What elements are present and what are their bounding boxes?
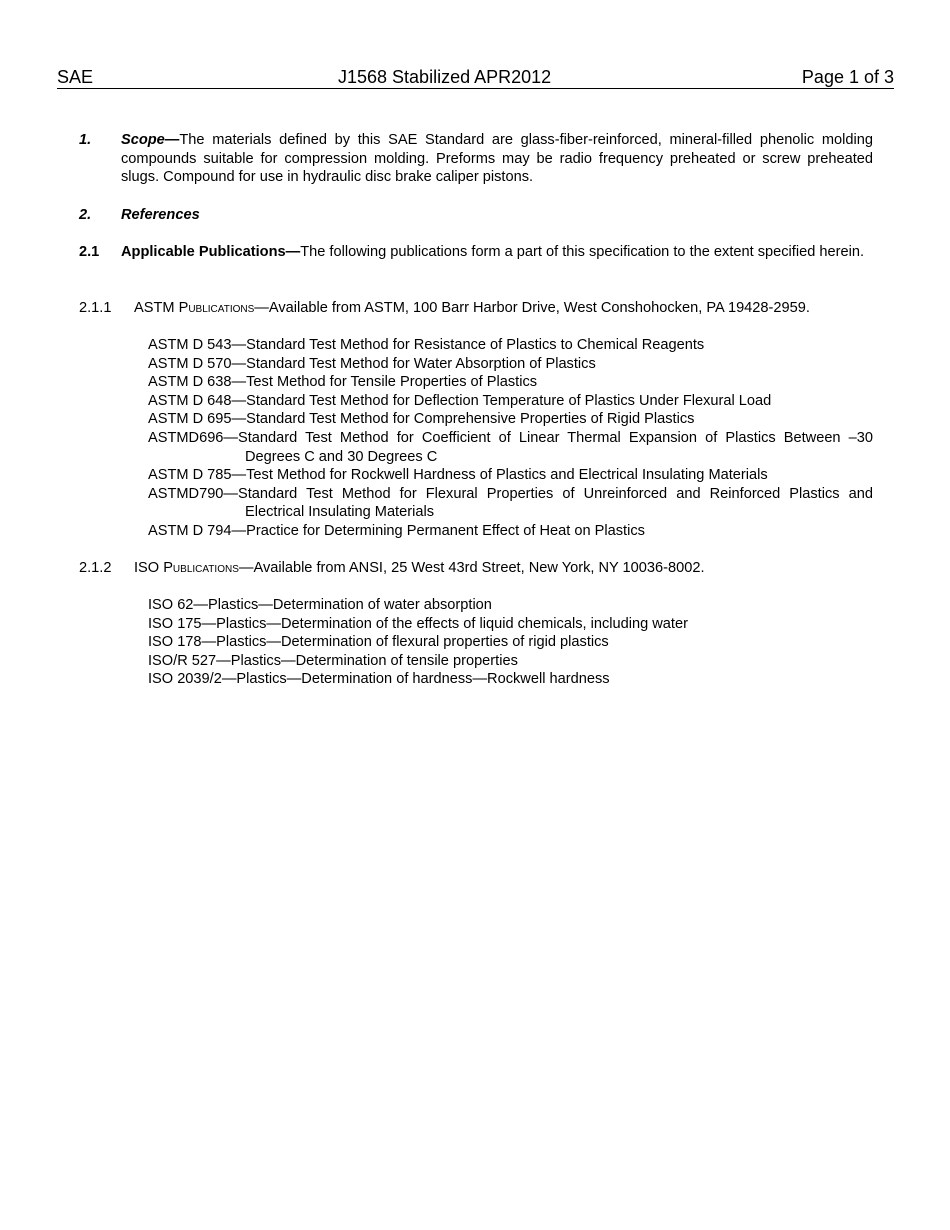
list-item: ASTM D 543—Standard Test Method for Resistance of Plastics to Chemical Reagents bbox=[148, 337, 705, 353]
list-item: ISO 2039/2—Plastics—Determination of hardness—Rockwell hardness bbox=[148, 671, 610, 688]
section-number: 1. bbox=[79, 132, 92, 148]
list-item: ISO 62—Plastics—Determination of water absorption bbox=[148, 597, 492, 613]
paragraph-text: The materials defined by this SAE Standard are glass-fiber-reinforced, mineral-filled phenolic molding compounds suitable for compression molding. Preforms may be radio frequency preheated or screw preheated slugs. Compound for use in hydraulic disc brake caliper pistons. bbox=[121, 132, 873, 186]
list-item: ASTMD790—Standard Test Method for Flexural Properties of Unreinforced and Reinforced Plastics and Electrical Insulating Materials bbox=[148, 485, 873, 521]
astm-reference-list bbox=[148, 336, 873, 541]
section-title: ASTM Publications bbox=[134, 300, 255, 316]
section-title: Scope bbox=[121, 132, 165, 148]
section-number: 2.1 bbox=[79, 244, 100, 260]
list-item: ISO 175—Plastics—Determination of the effects of liquid chemicals, including water bbox=[148, 615, 688, 632]
section-applicable-publications bbox=[79, 243, 871, 262]
paragraph-text: The following publications form a part of this specification to the extent specified herein. bbox=[300, 244, 865, 260]
list-item: ASTMD696—Standard Test Method for Coefficient of Linear Thermal Expansion of Plastics Between –30 Degrees C and 30 Degrees C bbox=[148, 429, 873, 465]
header-org: SAE bbox=[57, 67, 94, 87]
title-dash: — bbox=[164, 132, 180, 148]
section-number: 2. bbox=[79, 207, 92, 223]
page-header bbox=[57, 67, 894, 89]
list-item: ASTM D 638—Test Method for Tensile Properties of Plastics bbox=[148, 374, 538, 391]
list-item: ISO/R 527—Plastics—Determination of tensile properties bbox=[148, 652, 518, 669]
list-item: ASTM D 695—Standard Test Method for Comprehensive Properties of Rigid Plastics bbox=[148, 411, 695, 428]
header-page-number: Page 1 of 3 bbox=[801, 67, 894, 87]
list-item: ASTM D 785—Test Method for Rockwell Hardness of Plastics and Electrical Insulating Materials bbox=[148, 467, 768, 484]
list-item: ASTM D 794—Practice for Determining Permanent Effect of Heat on Plastics bbox=[148, 522, 645, 539]
iso-reference-list bbox=[148, 596, 873, 689]
section-applicable-paragraph bbox=[121, 243, 871, 262]
section-title: Applicable Publications— bbox=[121, 244, 301, 260]
list-item: ASTM D 570—Standard Test Method for Water Absorption of Plastics bbox=[148, 355, 596, 372]
list-item: ASTM D 648—Standard Test Method for Deflection Temperature of Plastics Under Flexural Load bbox=[148, 392, 772, 409]
section-references bbox=[79, 206, 873, 225]
section-iso-heading bbox=[134, 559, 879, 578]
section-number: 2.1.1 bbox=[79, 300, 112, 316]
section-title: ISO Publications bbox=[134, 560, 239, 576]
section-astm-heading bbox=[134, 299, 879, 318]
list-item: ISO 178—Plastics—Determination of flexural properties of rigid plastics bbox=[148, 634, 609, 651]
section-astm-publications bbox=[79, 299, 879, 318]
section-title: References bbox=[121, 207, 200, 223]
paragraph-text: —Available from ANSI, 25 West 43rd Street, New York, NY 10036-8002. bbox=[238, 560, 705, 576]
section-scope-paragraph bbox=[121, 131, 873, 187]
header-doc-id: J1568 Stabilized APR2012 bbox=[338, 67, 552, 87]
section-iso-publications bbox=[79, 559, 879, 578]
section-number: 2.1.2 bbox=[79, 560, 112, 576]
section-scope bbox=[79, 131, 873, 187]
paragraph-text: —Available from ASTM, 100 Barr Harbor Drive, West Conshohocken, PA 19428-2959. bbox=[254, 300, 810, 316]
